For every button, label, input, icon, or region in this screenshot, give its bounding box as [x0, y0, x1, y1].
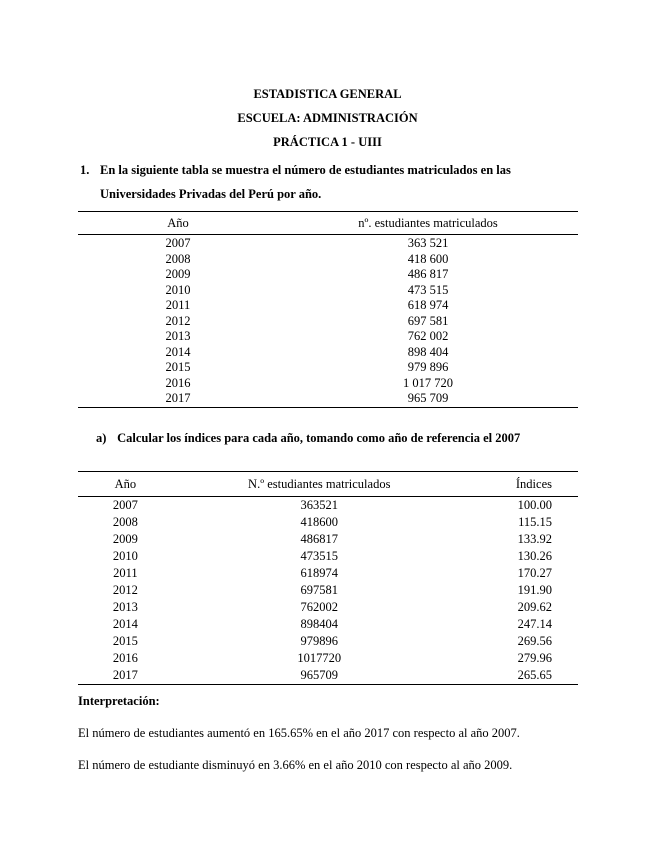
- cell-year: 2008: [165, 251, 191, 266]
- cell-students: 418600: [300, 515, 338, 529]
- table-row: [78, 616, 578, 633]
- question-number: 1.: [80, 163, 90, 177]
- cell-index: 100.00: [517, 498, 552, 512]
- cell-students: 898404: [300, 617, 338, 631]
- cell-students: 965 709: [407, 391, 449, 405]
- cell-students: 697581: [300, 583, 338, 597]
- cell-students: 965709: [300, 668, 338, 682]
- table-row: [78, 360, 578, 376]
- cell-year: 2011: [165, 298, 191, 312]
- cell-year: 2016: [165, 375, 191, 390]
- cell-students: 898 404: [407, 344, 449, 359]
- question-text-line-1: En la siguiente tabla se muestra el número de estudiantes matriculados en las: [100, 163, 511, 177]
- cell-year: 2009: [165, 267, 191, 281]
- table-row: [78, 329, 578, 345]
- cell-year: 2009: [112, 532, 138, 546]
- cell-students: 1017720: [297, 651, 342, 665]
- cell-year: 2016: [112, 651, 138, 665]
- cell-students: 762002: [300, 600, 338, 614]
- cell-year: 2017: [112, 668, 138, 682]
- table-header-row: [78, 472, 578, 497]
- table-row: [78, 391, 578, 407]
- cell-students: 363 521: [407, 236, 449, 250]
- table-row: [78, 514, 578, 531]
- cell-students: 473 515: [407, 282, 449, 297]
- cell-students: 473515: [300, 549, 338, 563]
- cell-students: 618 974: [407, 298, 449, 312]
- cell-year: 2014: [165, 344, 191, 359]
- table-row: [78, 497, 578, 515]
- cell-year: 2014: [112, 617, 138, 631]
- cell-students: 363521: [300, 498, 338, 512]
- table-row: [78, 548, 578, 565]
- table-row: [78, 599, 578, 616]
- cell-students: 762 002: [407, 329, 449, 343]
- cell-students: 486817: [300, 532, 338, 546]
- cell-students: 697 581: [407, 313, 449, 328]
- enrollment-table: [78, 211, 578, 408]
- table-row: [78, 531, 578, 548]
- table-row: [78, 252, 578, 268]
- cell-students: 1 017 720: [403, 375, 453, 390]
- cell-index: 247.14: [517, 617, 552, 631]
- interpretation-title: Interpretación:: [78, 694, 160, 708]
- cell-year: 2007: [112, 498, 138, 512]
- question-text-line-2: Universidades Privadas del Perú por año.: [100, 187, 322, 201]
- cell-index: 170.27: [517, 566, 552, 580]
- cell-index: 209.62: [517, 600, 552, 614]
- cell-students: 618974: [300, 566, 338, 580]
- question-a: [96, 431, 520, 446]
- cell-year: 2012: [165, 313, 191, 328]
- column-header-index: Índices: [466, 472, 578, 497]
- cell-year: 2015: [165, 360, 191, 374]
- school-subtitle: ESCUELA: ADMINISTRACIÓN: [237, 111, 418, 125]
- table-row: [78, 267, 578, 283]
- interpretation-line-2: El número de estudiante disminuyó en 3.66% en el año 2010 con respecto al año 2009.: [78, 758, 513, 772]
- document-title: ESTADISTICA GENERAL: [253, 87, 402, 101]
- question-1: [80, 158, 590, 206]
- cell-year: 2010: [165, 282, 191, 297]
- table-row: [78, 298, 578, 314]
- interpretation-line-1: El número de estudiantes aumentó en 165.65% en el año 2017 con respecto al año 2007.: [78, 726, 520, 740]
- cell-year: 2015: [112, 634, 138, 648]
- cell-students: 979896: [300, 634, 338, 648]
- cell-index: 133.92: [517, 532, 552, 546]
- table-row: [78, 376, 578, 392]
- cell-index: 269.56: [517, 634, 552, 648]
- table-header-row: [78, 212, 578, 235]
- column-header-year: Año: [78, 212, 278, 235]
- column-header-students: nº. estudiantes matriculados: [278, 212, 578, 235]
- column-header-students: N.º estudiantes matriculados: [173, 472, 466, 497]
- cell-students: 979 896: [407, 360, 449, 374]
- table-row: [78, 314, 578, 330]
- cell-year: 2017: [165, 391, 191, 405]
- table-row: [78, 633, 578, 650]
- cell-students: 486 817: [407, 267, 449, 281]
- cell-index: 191.90: [517, 583, 552, 597]
- cell-index: 115.15: [518, 515, 552, 529]
- table-row: [78, 667, 578, 685]
- cell-year: 2007: [165, 236, 191, 250]
- cell-year: 2012: [112, 583, 138, 597]
- cell-index: 265.65: [517, 668, 552, 682]
- question-a-label: a): [96, 431, 107, 445]
- cell-students: 418 600: [407, 251, 449, 266]
- cell-year: 2010: [112, 549, 138, 563]
- practice-subtitle: PRÁCTICA 1 - UIII: [273, 135, 382, 149]
- cell-year: 2008: [112, 515, 138, 529]
- cell-index: 279.96: [517, 651, 552, 665]
- index-table: [78, 471, 578, 685]
- table-row: [78, 345, 578, 361]
- table-row: [78, 235, 578, 252]
- question-a-text: Calcular los índices para cada año, tomando como año de referencia el 2007: [117, 431, 521, 445]
- column-header-year: Año: [78, 472, 173, 497]
- cell-year: 2013: [112, 600, 138, 614]
- cell-year: 2013: [165, 329, 191, 343]
- table-row: [78, 650, 578, 667]
- table-row: [78, 283, 578, 299]
- table-row: [78, 565, 578, 582]
- cell-index: 130.26: [517, 549, 552, 563]
- cell-year: 2011: [113, 566, 138, 580]
- table-row: [78, 582, 578, 599]
